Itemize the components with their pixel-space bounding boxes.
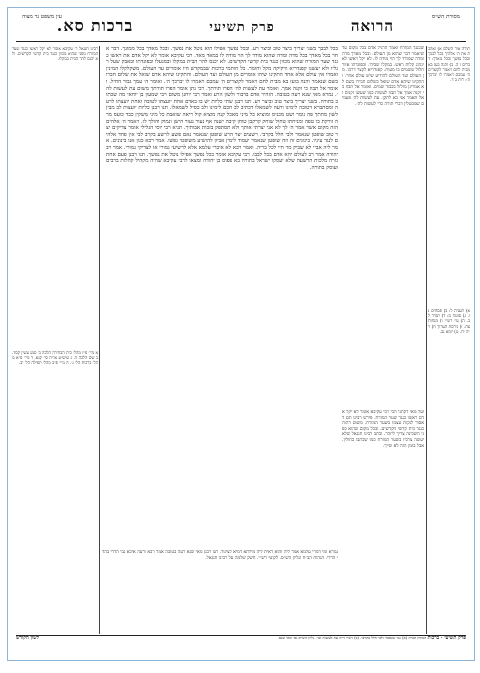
right-notes: א) תענית ל: ב) פסחים נו. ג) סוטה מ: ד) תמיד לב. ה) עי׳ רש״י ו) מנחות צח. ז) גירסת הערוך ח) ר״ה יח. ט) יומא נב. [428, 308, 470, 334]
footer-left: לשון הקודש [16, 635, 39, 641]
header-rule [16, 41, 466, 42]
page-header [8, 12, 474, 42]
main-text-column: בכל לבבך בשני יצריך ביצר טוב וביצר רע. ובכל נפשך אפילו הוא נוטל את נפשך. ובכל מאדך בכל ממונך. דבר אחר בכל מאדך בכל מדה ומדה שהוא מודד לך הוי מודה לו במאד מאד. רבי עקיבא אומר לא יקל אדם את ראשו כנגד שער המזרח שהוא מכוון כנגד בית קדשי הקדשים. לא יכנס להר הבית במקלו ובמנעלו ובפונדתו ובאבק שעל רגליו ולא יעשנו קפנדריא ורקיקה מקל וחומר. כל חותמי ברכות שבמקדש היו אומרים עד העולם. משקלקלו המינין ואמרו אין עולם אלא אחד התקינו שיהו אומרים מן העולם ועד העולם. והתקינו שיהא אדם שואל את שלום חברו בשם שנאמר והנה בועז בא מבית לחם ויאמר לקוצרים ה׳ עמכם ויאמרו לו יברכך ה׳. ואומר ה׳ עמך גבור החיל. ואומר אל תבוז כי זקנה אמך. ואומר עת לעשות לה׳ הפרו תורתך. רבי נתן אומר הפרו תורתך משום עת לעשות לה׳. גמרא מאי שנא רעה בטובה. הזהיר אדם בדבור ולשון הרע ואמר רבי יוחנן משום רבי שמעון בן יוחאי מה שכתוב בתורה. בשני יצריך ביצר טוב וביצר רע. תנו רבנן שתי כליות יש בו באדם אחת יועצתו לטובה ואחת יועצתו לרעה ומסתברא דטובה לימינו ורעה לשמאלו דכתיב לב חכם לימינו ולב כסיל לשמאלו. תנו רבנן כליות יועצות לב מבין לשון מחתך פה גומר ושט מכניס ומוציא כל מיני מאכל קנה מוציא קול ריאה שואבת כל מיני משקין כבד כועס מרה זורקת בו טפה ומניחתו טחול שוחק קרקבן טוחן קיבה ישנה אף נעור נעור הישן ונמוק והולך לו. ויאמר ה׳ אלהים הזה מקום אשר אמר ה׳ לך לא אני יצרתי אותך ולא תסתפק בזכות אבותיך. תניא רבי יוסי הגלילי אומר צדיקים יצר טוב שופטן שנאמר ולבי חלל בקרבי. רשעים יצר הרע שופטן שנאמר נאם פשע לרשע בקרב לבי אין פחד אלהים לנגד עיניו. בינונים זה וזה שופטן שנאמר יעמוד לימין אביון להושיע משופטי נפשו. אמר רבא כגון אנו בינונים. אמר ליה אביי לא שביק מר חיי לכל בריה. ואמר רבא לא איברי עלמא אלא לרשיעי גמורי או לצדיקי גמורי. אמר רב יהודה אמר רב לעולם יהא אדם בכל לבבו. רבי עקיבא אומר בכל נפשך אפילו נוטל את נפשך. תנו רבנן פעם אחת גזרה מלכות הרשעה שלא יעסקו ישראל בתורה בא פפוס בן יהודה ומצאו לרבי עקיבא שהיה מקהיל קהלות ברבים ועוסק בתורה. [106, 46, 338, 171]
title-chapter: פרק תשיעי [209, 20, 275, 35]
talmud-page [7, 7, 475, 661]
rashi-column: שכנגד המזרח ואמר הרגיל אדם בכל מקום עד שיאמר דבר שהוא מן העולם. ובכל מאדך מדה ומדה שמודד לך הוי מודה לו. לא יקל ראשו לא ינהוג קלות ראש. במקלו שבידו. ובפונדתו אזור חלול ששמים בו מעות. קפנדריא לקצר דרכו. מן העולם ועד העולם להודיע שיש עולם אחר. והתקינו שיהא אדם שואל בשלום חבירו בשם לא אמרינן מזלזל בכבוד שמים. ואומר אל תבוז כי זקנה אמך אל תבוז לעשות כמו שעשו זקנים ואל תאמר אני בא לתקן. עת לעשות לה׳ פעמים שמבטלין דברי תורה כדי לעשות לה׳. [342, 46, 424, 107]
title-commentary: הרואה [350, 17, 394, 35]
far-left-margin: רבינו חננאל ר׳ עקיבא אומר לא יקל ראשו כנגד שער המזרח מפני שהוא מכוון כנגד בית קדשי הקדשים. ולא יכנס להר הבית במקלו. [12, 46, 98, 62]
bottom-text: גמרא ומי דמרי עלמא אמר ליה והוא דאית ליה מילתא דמיא לצינור. תנו רבנן מאי שנא רעה בטובה אמר רבא ורעה איכא גבי הדדי בהדי הדדי. הגהות הב״ח וגליון הש״ס. לקוטי רש״י. חשק שלמה על רבינו חננאל. [102, 550, 338, 561]
page-footer [16, 635, 466, 656]
footer-text: הגהות הב״ח (א) גמ׳ שנאמר ולבי חלל בקרבי. (ב) רש״י ד״ה עת לעשות וכו׳. גליון הש״ס גמ׳ מאי שנא. [277, 635, 427, 640]
ein-mishpat-label: עין משפט נר מצוה [22, 14, 62, 20]
title-tractate: ברכות [90, 16, 134, 35]
left-margin-divider [99, 46, 100, 634]
tosafot-column: ועל מאי דקתני הכי רבי עקיבא אומר לא יקל אדם ראשו כנגד שער המזרח. פירש רבינו תם דאסור לנקות עצמו בשער המזרח. משום דהוה כנגד בית קדשי הקדשים. ובכל מקום שהוא בפני השכינה צריך ליזהר. וכתב רבינו חננאל שלא יעשה צרכיו בשער המזרח כמו שכתבו בחולין. אבל בזמן הזה לא שייך. [342, 410, 424, 449]
footer-right: פרק תשיעי · ברכות [427, 635, 466, 641]
left-notes: א מיי׳ פ״ז מהל׳ בית הבחירה הלכה ב׳ סמג עשין קסד. ב שם הלכה ה. ג טוש״ע או״ח סי׳ קנא. ד מיי׳ פ״א מהל׳ ברכות הל׳ ג׳. ה מיי׳ פ״ב מהל׳ תפילה הל׳ יב. [12, 350, 98, 366]
mesoret-label: מסורת הש״ס [432, 14, 460, 20]
far-right-margin: תורה אור השלם א) ואהבת את ה׳ אלהיך בכל לבבך ובכל נפשך ובכל מאדך: דברים ו ה. ב) והנה בעז בא מבית לחם ויאמר לקוצרים ה׳ עמכם ויאמרו לו יברכך ה׳: רות ב ד. [428, 46, 470, 83]
right-margin-divider [426, 46, 427, 634]
page-number: סא. [56, 16, 85, 35]
page-title [56, 16, 394, 36]
